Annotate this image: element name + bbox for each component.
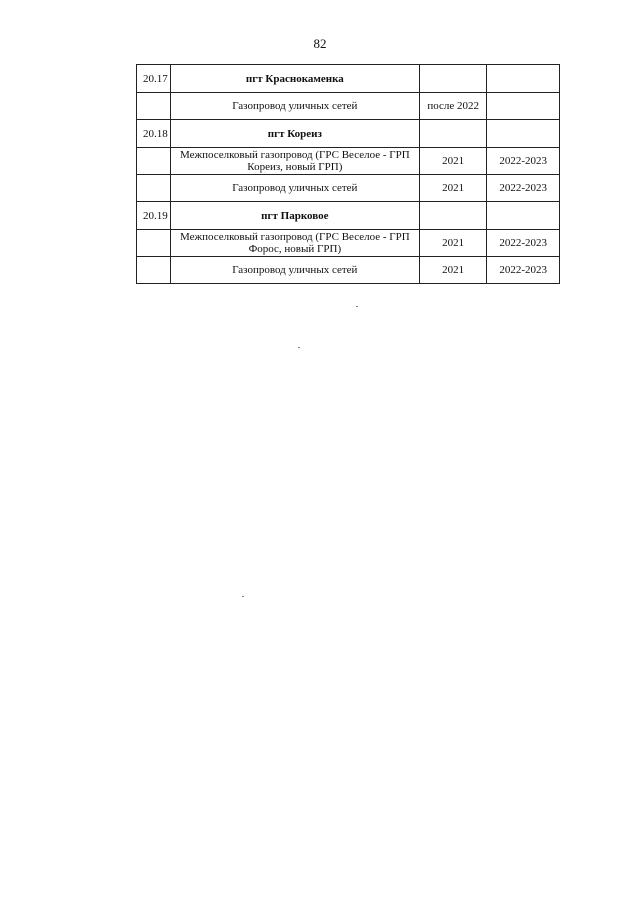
item-name: Газопровод уличных сетей [170, 257, 419, 284]
item-year: после 2022 [420, 93, 487, 120]
item-period [487, 93, 560, 120]
scan-speck [242, 596, 244, 597]
item-name: Межпоселковый газопровод (ГРС Веселое - ГРП Кореиз, новый ГРП) [170, 148, 419, 175]
section-row [137, 65, 560, 93]
table-row [137, 230, 560, 257]
empty-cell [487, 65, 560, 93]
item-name: Газопровод уличных сетей [170, 175, 419, 202]
empty-cell [137, 230, 171, 257]
empty-cell [137, 175, 171, 202]
settlement-name: пгт Парковое [170, 202, 419, 230]
empty-cell [487, 120, 560, 148]
section-row [137, 120, 560, 148]
table-row [137, 148, 560, 175]
empty-cell [420, 120, 487, 148]
section-row [137, 202, 560, 230]
item-year: 2021 [420, 175, 487, 202]
empty-cell [420, 202, 487, 230]
empty-cell [137, 257, 171, 284]
item-period: 2022-2023 [487, 230, 560, 257]
settlement-name: пгт Краснокаменка [170, 65, 419, 93]
item-period: 2022-2023 [487, 175, 560, 202]
empty-cell [487, 202, 560, 230]
table-row [137, 257, 560, 284]
item-name: Межпоселковый газопровод (ГРС Веселое - ГРП Форос, новый ГРП) [170, 230, 419, 257]
section-code: 20.17 [137, 65, 171, 93]
table-row [137, 175, 560, 202]
empty-cell [137, 148, 171, 175]
scan-speck [356, 306, 358, 307]
section-code: 20.19 [137, 202, 171, 230]
scan-speck [298, 347, 300, 348]
section-code: 20.18 [137, 120, 171, 148]
item-period: 2022-2023 [487, 257, 560, 284]
item-name: Газопровод уличных сетей [170, 93, 419, 120]
page-number: 82 [313, 36, 327, 51]
item-year: 2021 [420, 148, 487, 175]
table-row [137, 93, 560, 120]
settlement-name: пгт Кореиз [170, 120, 419, 148]
empty-cell [137, 93, 171, 120]
item-period: 2022-2023 [487, 148, 560, 175]
item-year: 2021 [420, 230, 487, 257]
empty-cell [420, 65, 487, 93]
gas-pipeline-table [136, 64, 560, 284]
item-year: 2021 [420, 257, 487, 284]
